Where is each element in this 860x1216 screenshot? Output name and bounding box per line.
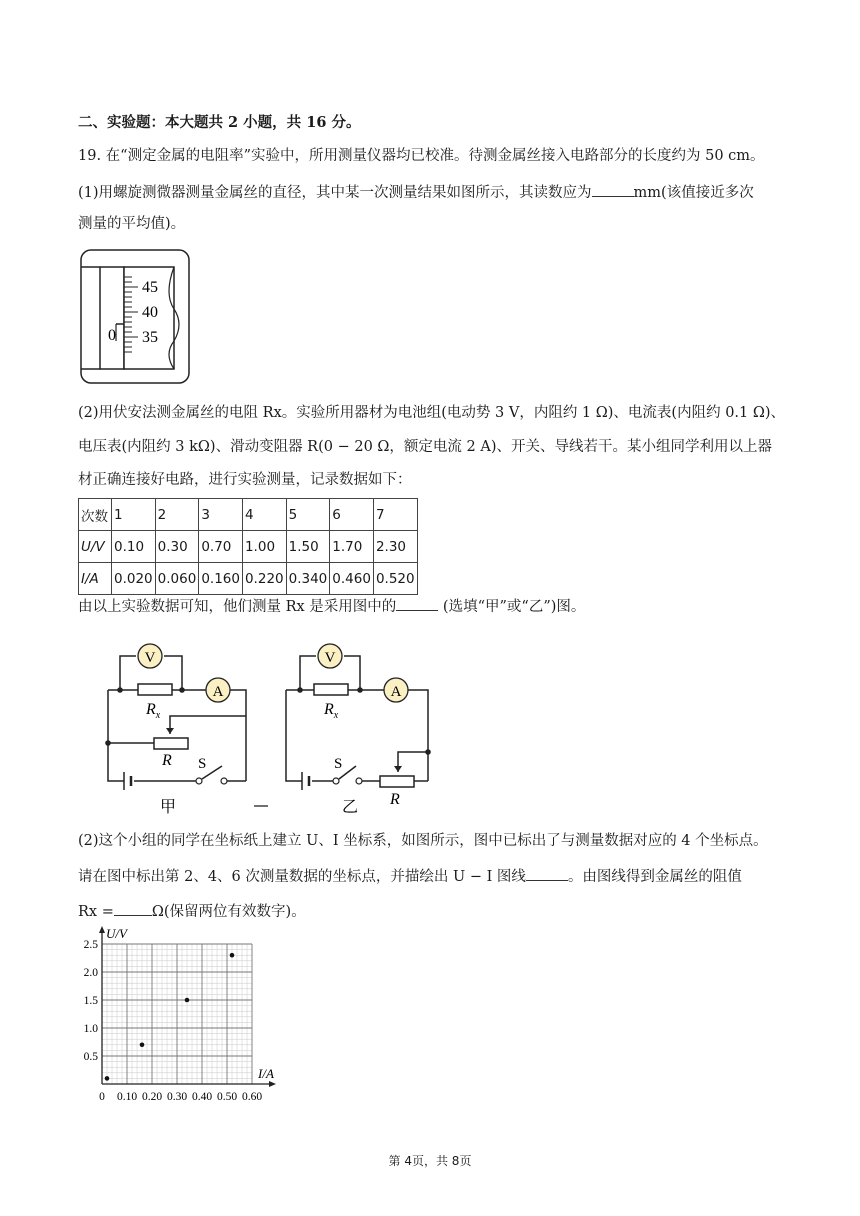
x-tick-label: 0 [99, 1091, 105, 1103]
part3-text [78, 596, 585, 617]
question-19-intro: 19. 在“测定金属的电阻率”实验中，所用测量仪器均已校准。待测金属丝接入电路部分的长度约为 50 cm。 [78, 148, 765, 164]
table-cell: 次数 [79, 499, 112, 531]
part5-text-a: Rx = [78, 904, 114, 920]
voltmeter-right-label: V [324, 650, 336, 666]
part3-text-a: 由以上实验数据可知，他们测量 Rx 是采用图中的 [78, 599, 397, 615]
table-cell: 0.460 [330, 563, 374, 595]
table-cell: 0.520 [373, 563, 417, 595]
rheostat-left-label: R [162, 752, 172, 769]
part4-text-c: 。由图线得到金属丝的阻值 [567, 869, 742, 885]
part5-text-b: Ω(保留两位有效数字)。 [151, 904, 306, 920]
answer-blank-diameter[interactable] [592, 182, 634, 197]
circuit-diagrams [98, 636, 442, 816]
data-point [230, 953, 235, 958]
voltmeter-left-label: V [144, 650, 156, 666]
caption-left: 甲 [160, 799, 177, 816]
table-cell: 1.70 [330, 531, 374, 563]
answer-blank-resistance[interactable] [114, 901, 152, 916]
y-axis-arrow [99, 926, 105, 933]
micrometer-label-45: 45 [142, 279, 158, 296]
x-tick-label: 0.40 [191, 1091, 213, 1103]
table-cell: 5 [286, 499, 330, 531]
measurement-table [78, 498, 418, 595]
table-cell: 1.00 [242, 531, 286, 563]
table-row [79, 563, 418, 595]
y-tick-label: 0.5 [83, 1051, 98, 1063]
table-cell: 0.30 [155, 531, 199, 563]
x-tick-label: 0.10 [116, 1091, 138, 1103]
table-cell: 2 [155, 499, 199, 531]
table-cell: 0.10 [112, 531, 156, 563]
chart-axes [99, 926, 276, 1087]
part1-text [78, 182, 754, 203]
y-tick-label: 2.0 [83, 967, 98, 979]
part1-text-a: (1)用螺旋测微器测量金属丝的直径，其中某一次测量结果如图所示，其读数应为 [78, 185, 592, 201]
part1-text-b: mm(该值接近多次 [633, 185, 754, 201]
table-cell: 1 [112, 499, 156, 531]
rx-right-label: $R_x$ [324, 701, 339, 721]
table-cell: 4 [242, 499, 286, 531]
y-tick-label: 2.5 [83, 939, 98, 951]
table-cell: 0.020 [112, 563, 156, 595]
x-tick-label: 0.20 [141, 1091, 163, 1103]
x-tick-label: 0.60 [241, 1091, 263, 1103]
table-cell: 0.340 [286, 563, 330, 595]
part5-text [78, 901, 306, 922]
right-slider-arrow [394, 766, 402, 772]
table-cell: I/A [79, 563, 112, 595]
part2-text-c: 材正确连接好电路，进行实验测量，记录数据如下： [78, 472, 412, 488]
micrometer-figure [80, 249, 192, 385]
ammeter-left-label: A [212, 684, 224, 700]
part4-text-line2 [78, 866, 742, 887]
answer-blank-circuit[interactable] [396, 596, 438, 611]
chart-y-ticks [84, 939, 99, 1063]
switch-right-label: S [334, 756, 343, 772]
micrometer-label-35: 35 [142, 329, 158, 346]
data-point [105, 1076, 110, 1081]
ammeter-right-label: A [390, 684, 402, 700]
section-title: 二、实验题：本大题共 2 小题，共 16 分。 [78, 114, 361, 131]
circuit-left [108, 656, 246, 781]
x-tick-label: 0.50 [216, 1091, 238, 1103]
micrometer-zero-label: 0 [108, 327, 116, 344]
rx-left-label: $R_x$ [146, 701, 161, 721]
circuit-right [286, 656, 428, 787]
chart-y-label: U/V [106, 926, 127, 941]
part4-text-a: (2)这个小组的同学在坐标纸上建立 U、I 坐标系，如图所示，图中已标出了与测量数据对应的 4 个坐标点。 [78, 833, 768, 849]
table-cell: 0.160 [199, 563, 243, 595]
table-row [79, 531, 418, 563]
answer-blank-graph[interactable] [526, 866, 568, 881]
y-tick-label: 1.0 [83, 1023, 98, 1035]
chart-x-ticks [99, 1091, 262, 1103]
table-cell: 2.30 [373, 531, 417, 563]
table-cell: U/V [79, 531, 112, 563]
x-axis-arrow [269, 1081, 276, 1087]
micrometer-label-40: 40 [142, 304, 158, 321]
table-cell: 7 [373, 499, 417, 531]
x-tick-label: 0.30 [166, 1091, 188, 1103]
table-cell: 0.220 [242, 563, 286, 595]
chart-grid-major [102, 944, 252, 1084]
y-tick-label: 1.5 [83, 995, 98, 1007]
part2-text-a: (2)用伏安法测金属丝的电阻 Rx。实验所用器材为电池组(电动势 3 V，内阻约 1 Ω)、电流表(内阻约 0.1 Ω)、 [78, 405, 786, 421]
table-row [79, 499, 418, 531]
table-cell: 0.060 [155, 563, 199, 595]
u-i-chart [74, 926, 294, 1106]
rheostat-right-label: R [390, 791, 400, 808]
data-point [185, 998, 190, 1003]
part2-text-b: 电压表(内阻约 3 kΩ)、滑动变阻器 R(0 − 20 Ω，额定电流 2 A)、开关、导线若干。某小组同学利用以上器 [78, 439, 772, 455]
switch-left-label: S [198, 756, 207, 772]
table-cell: 6 [330, 499, 374, 531]
caption-right: 乙 [342, 799, 359, 816]
chart-x-label: I/A [258, 1066, 274, 1081]
part1-text-c: 测量的平均值)。 [78, 216, 186, 232]
table-cell: 1.50 [286, 531, 330, 563]
page-footer: 第 4页，共 8页 [388, 1154, 472, 1168]
part3-text-b: (选填“甲”或“乙”)图。 [438, 599, 586, 615]
left-slider-arrow [166, 728, 174, 734]
data-point [140, 1043, 145, 1048]
table-cell: 3 [199, 499, 243, 531]
table-cell: 0.70 [199, 531, 243, 563]
part4-text-b: 请在图中标出第 2、4、6 次测量数据的坐标点，并描绘出 U − I 图线 [78, 869, 526, 885]
